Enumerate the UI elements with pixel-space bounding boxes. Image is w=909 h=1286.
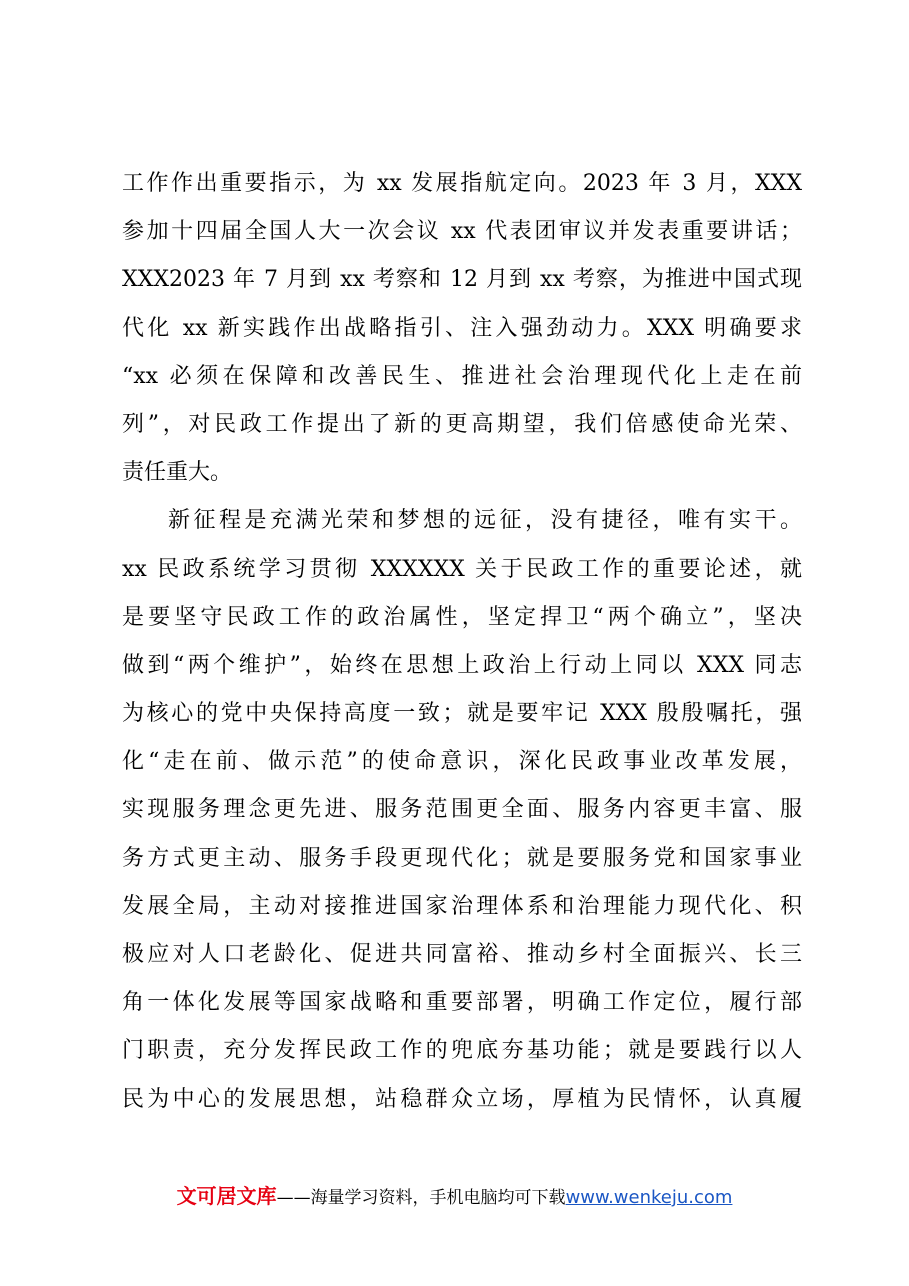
body-line: 民为中心的发展思想，站稳群众立场，厚植为民情怀，认真履 bbox=[122, 1086, 802, 1112]
body-line: 务方式更主动、服务手段更现代化；就是要服务党和国家事业 bbox=[122, 845, 802, 871]
footer-tagline: ——海量学习资料，手机电脑均可下载 bbox=[276, 1188, 566, 1208]
body-line: XXX2023 年 7 月到 xx 考察和 12 月到 xx 考察，为推进中国式现 bbox=[122, 267, 802, 293]
document-body bbox=[122, 160, 802, 1124]
body-line: 实现服务理念更先进、服务范围更全面、服务内容更丰富、服 bbox=[122, 797, 802, 823]
body-line: 化“走在前、做示范”的使命意识，深化民政事业改革发展， bbox=[122, 749, 802, 775]
body-line: 工作作出重要指示，为 xx 发展指航定向。2023 年 3 月，XXX bbox=[122, 171, 802, 196]
body-line: 代化 xx 新实践作出战略指引、注入强劲动力。XXX 明确要求 bbox=[122, 315, 802, 341]
body-line: 列”，对民政工作提出了新的更高期望，我们倍感使命光荣、 bbox=[122, 411, 802, 437]
body-line: 门职责，充分发挥民政工作的兜底夯基功能；就是要践行以人 bbox=[122, 1038, 802, 1064]
body-line: 角一体化发展等国家战略和重要部署，明确工作定位，履行部 bbox=[122, 990, 802, 1016]
paragraph-first-line: 新征程是充满光荣和梦想的远征，没有捷径，唯有实干。 bbox=[168, 508, 802, 534]
footer-link[interactable]: www.wenkeju.com bbox=[565, 1187, 733, 1208]
body-line: 是要坚守民政工作的政治属性，坚定捍卫“两个确立”，坚决 bbox=[122, 604, 802, 630]
footer-brand: 文可居文库 bbox=[176, 1184, 277, 1208]
body-line: 责任重大。 bbox=[122, 460, 233, 486]
body-line: 为核心的党中央保持高度一致；就是要牢记 XXX 殷殷嘱托，强 bbox=[122, 701, 802, 727]
body-line: 做到“两个维护”，始终在思想上政治上行动上同以 XXX 同志 bbox=[122, 652, 802, 678]
footer-banner bbox=[0, 1180, 909, 1216]
body-line: “xx 必须在保障和改善民生、推进社会治理现代化上走在前 bbox=[122, 363, 802, 389]
body-line: 参加十四届全国人大一次会议 xx 代表团审议并发表重要讲话； bbox=[122, 219, 802, 245]
body-line: 极应对人口老龄化、促进共同富裕、推动乡村全面振兴、长三 bbox=[122, 942, 802, 967]
body-line: 发展全局，主动对接推进国家治理体系和治理能力现代化、积 bbox=[122, 893, 802, 919]
body-line: xx 民政系统学习贯彻 XXXXXX 关于民政工作的重要论述，就 bbox=[122, 556, 802, 582]
